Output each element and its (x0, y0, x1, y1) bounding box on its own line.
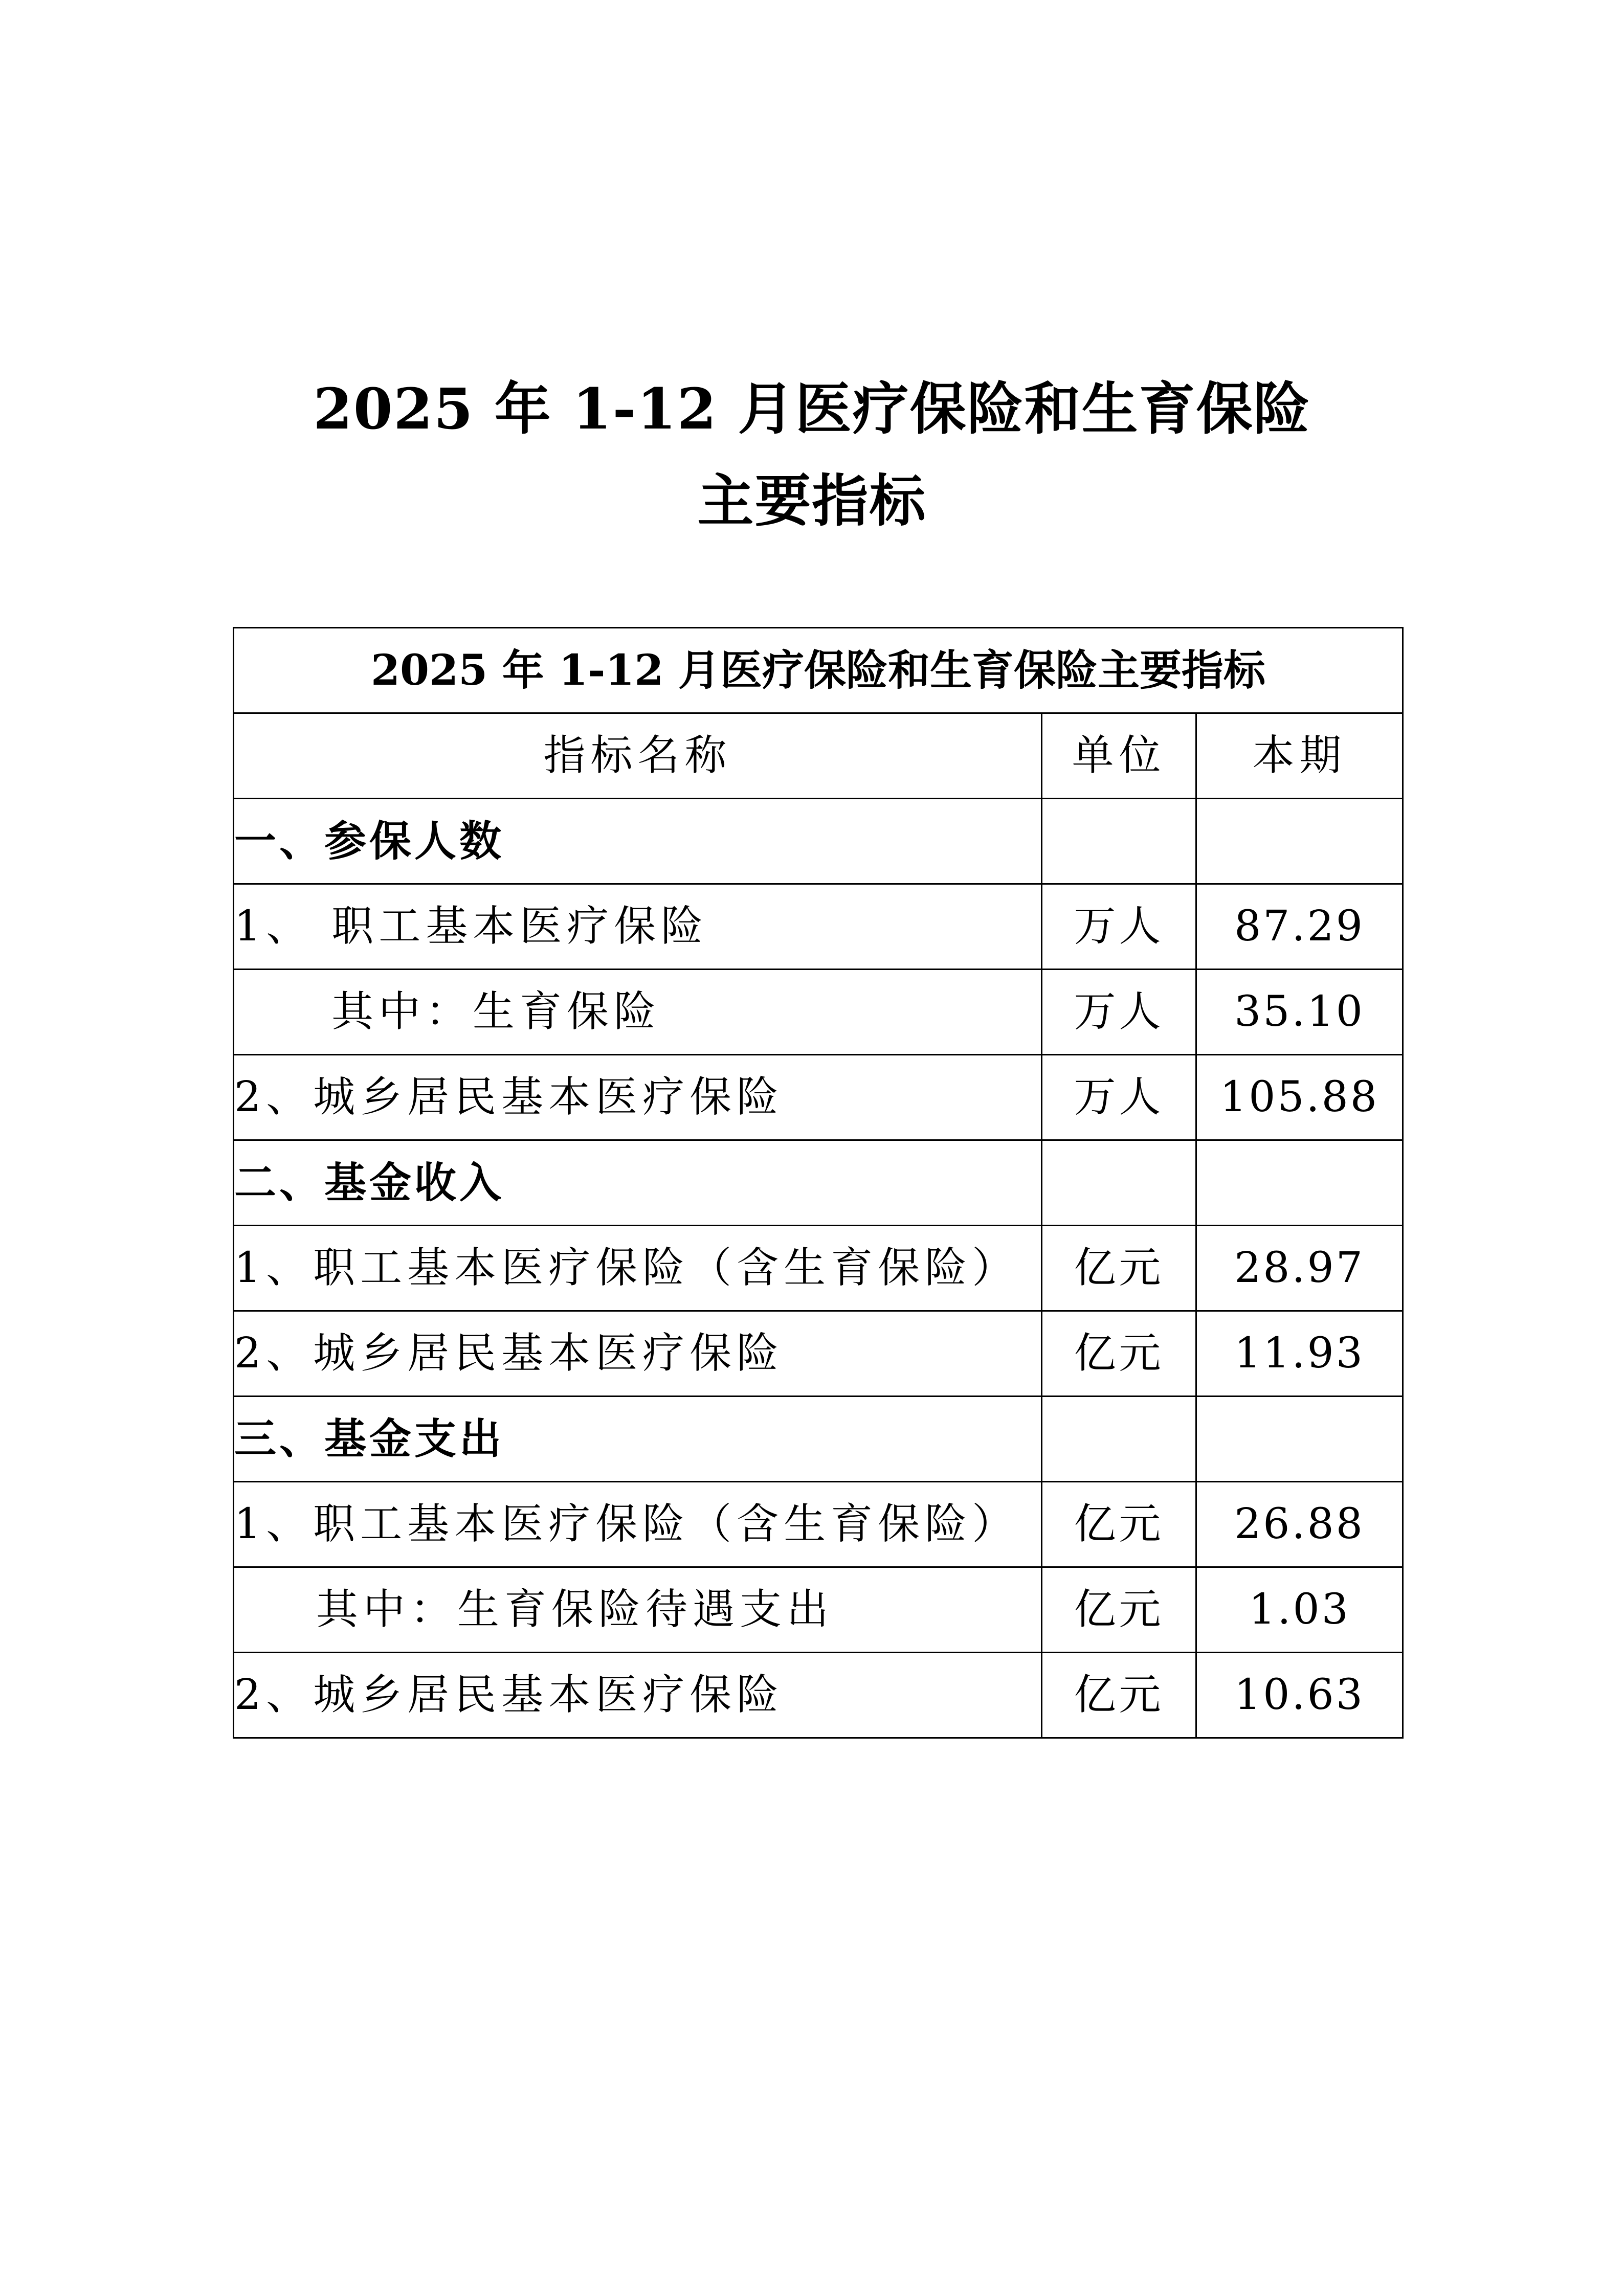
row-unit: 亿元 (1042, 1311, 1196, 1397)
row-value: 28.97 (1196, 1226, 1403, 1311)
row-unit: 万人 (1042, 970, 1196, 1055)
header-current-period: 本期 (1196, 713, 1403, 799)
table-row (234, 1397, 1403, 1482)
row-name: 1、职工基本医疗保险（含生育保险） (234, 1482, 1042, 1567)
document-title-line-2: 主要指标 (697, 468, 927, 534)
row-unit: 亿元 (1042, 1567, 1196, 1653)
row-unit: 万人 (1042, 884, 1196, 970)
document-title-line-1: 2025 年 1-12 月医疗保险和生育保险 (313, 376, 1311, 442)
row-unit (1042, 1140, 1196, 1226)
table-row (234, 1140, 1403, 1226)
indicator-table (233, 627, 1404, 1739)
row-unit (1042, 1397, 1196, 1482)
section-fund-expenditure: 三、基金支出 (234, 1397, 1042, 1482)
row-unit: 亿元 (1042, 1653, 1196, 1738)
row-value: 87.29 (1196, 884, 1403, 970)
table-row (234, 1311, 1403, 1397)
row-name: 2、城乡居民基本医疗保险 (234, 1653, 1042, 1738)
row-value: 1.03 (1196, 1567, 1403, 1653)
row-name: 2、城乡居民基本医疗保险 (234, 1055, 1042, 1140)
row-name: 1、 职工基本医疗保险 (234, 884, 1042, 970)
row-name: 其中：生育保险 (234, 970, 1042, 1055)
row-unit (1042, 799, 1196, 884)
header-unit: 单位 (1042, 713, 1196, 799)
row-name: 其中：生育保险待遇支出 (234, 1567, 1042, 1653)
section-fund-income: 二、基金收入 (234, 1140, 1042, 1226)
row-value: 11.93 (1196, 1311, 1403, 1397)
table-row (234, 1567, 1403, 1653)
row-value: 26.88 (1196, 1482, 1403, 1567)
row-value (1196, 799, 1403, 884)
row-value: 10.63 (1196, 1653, 1403, 1738)
table-caption-row (234, 628, 1403, 713)
table-row (234, 884, 1403, 970)
section-insured-persons: 一、参保人数 (234, 799, 1042, 884)
table-row (234, 970, 1403, 1055)
row-value (1196, 1140, 1403, 1226)
row-value: 35.10 (1196, 970, 1403, 1055)
table-header-row (234, 713, 1403, 799)
row-name: 1、职工基本医疗保险（含生育保险） (234, 1226, 1042, 1311)
table-row (234, 1055, 1403, 1140)
table-row (234, 1653, 1403, 1738)
row-value: 105.88 (1196, 1055, 1403, 1140)
table-row (234, 799, 1403, 884)
row-value (1196, 1397, 1403, 1482)
table-row (234, 1482, 1403, 1567)
table-caption: 2025 年 1-12 月医疗保险和生育保险主要指标 (234, 628, 1403, 713)
row-unit: 亿元 (1042, 1226, 1196, 1311)
row-unit: 亿元 (1042, 1482, 1196, 1567)
row-name: 2、城乡居民基本医疗保险 (234, 1311, 1042, 1397)
table-row (234, 1226, 1403, 1311)
header-indicator-name: 指标名称 (234, 713, 1042, 799)
row-unit: 万人 (1042, 1055, 1196, 1140)
